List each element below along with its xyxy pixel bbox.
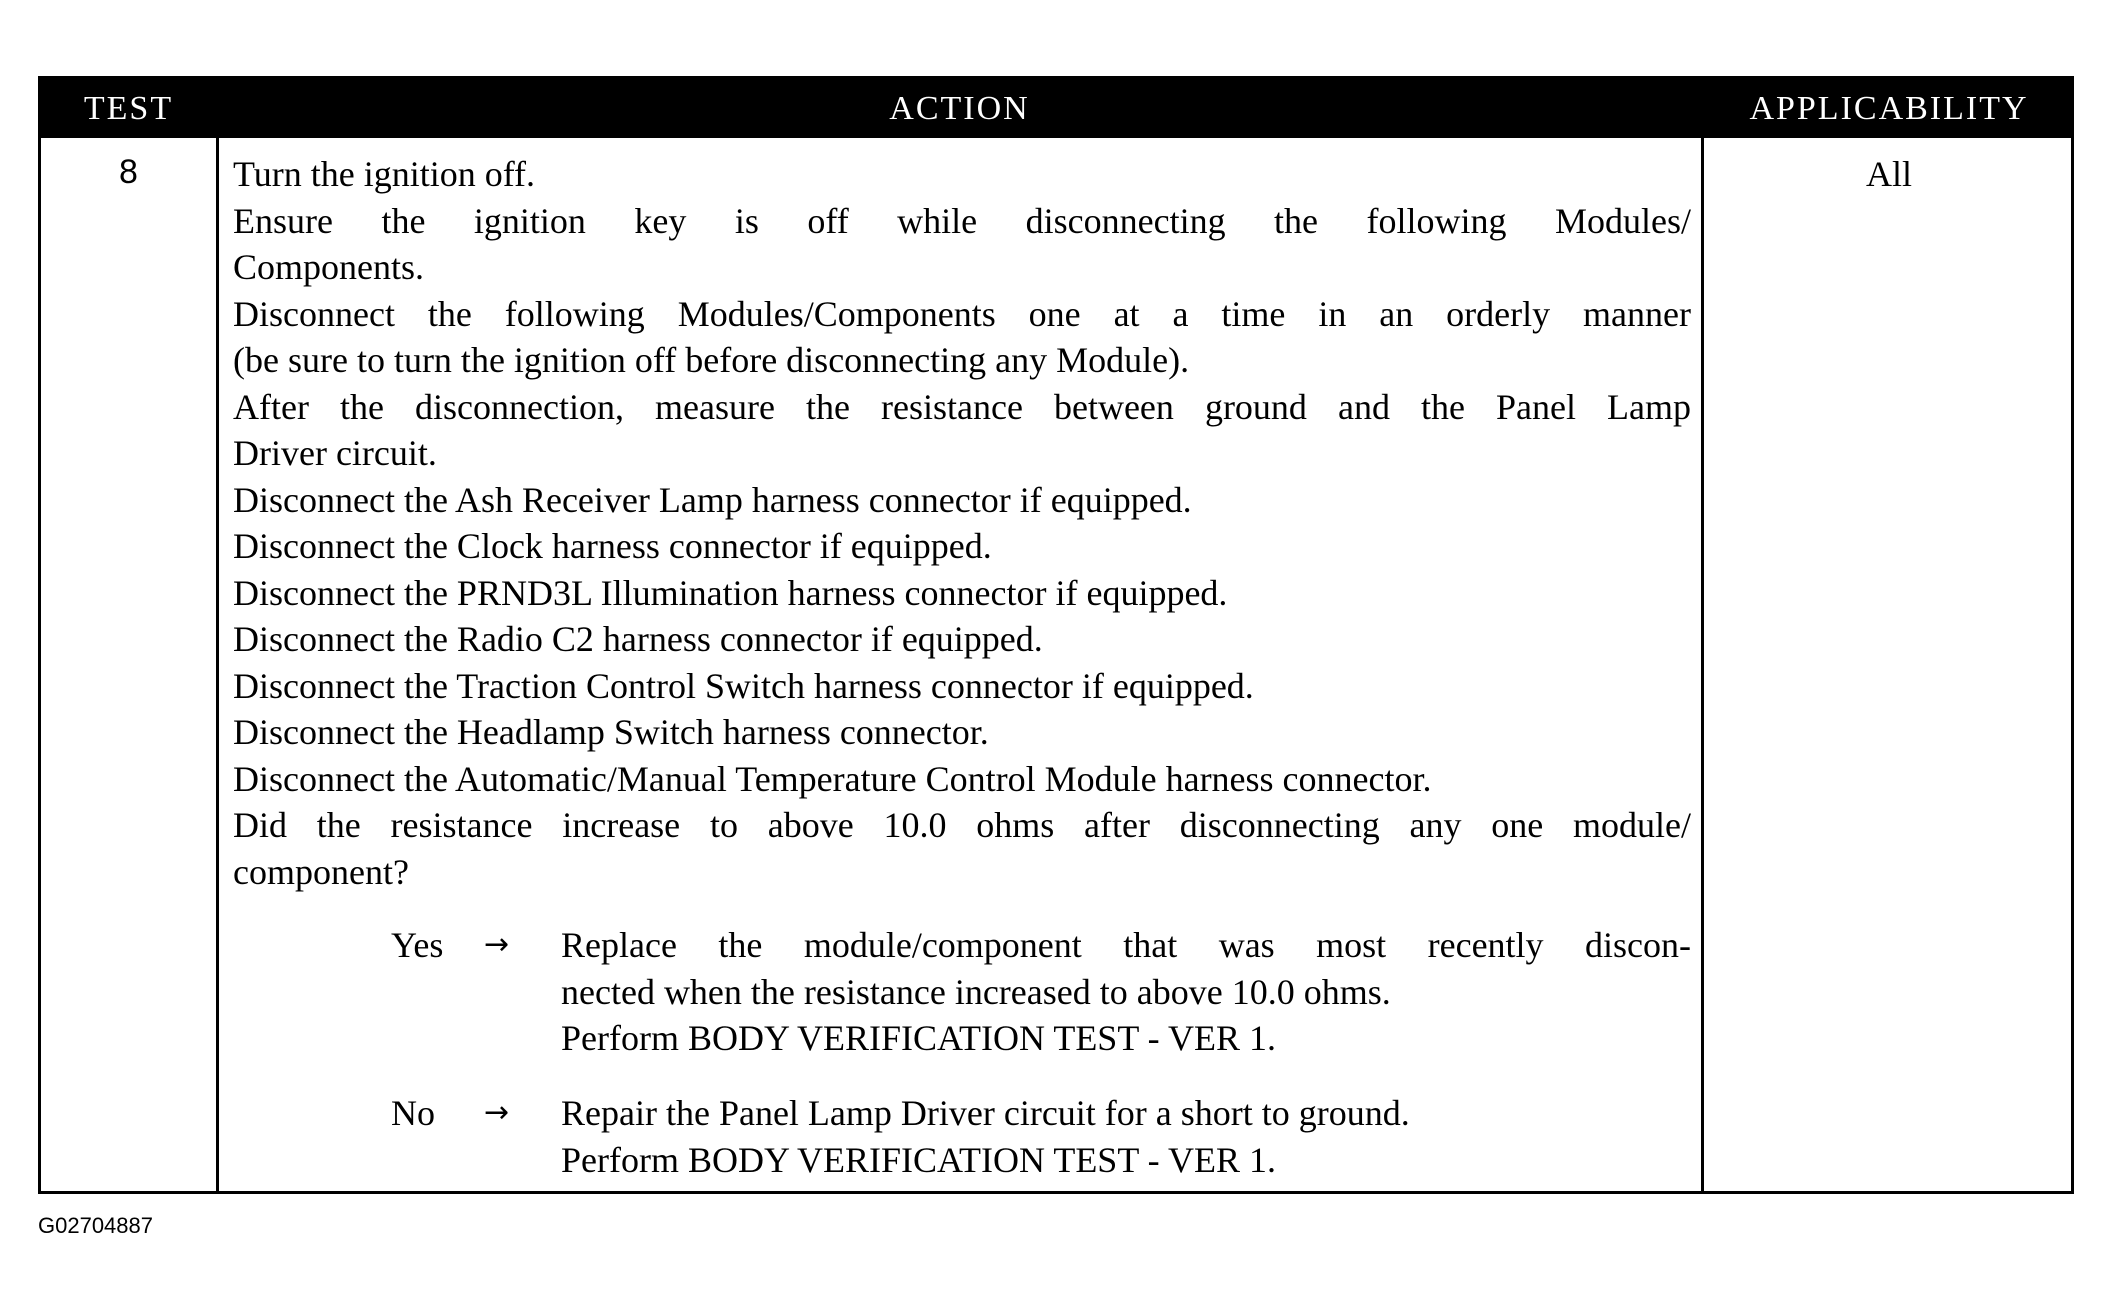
action-line: After the disconnection, measure the resistance between ground and the Panel Lamp — [233, 386, 1691, 427]
yes-line: nected when the resistance increased to above 10.0 ohms. — [561, 971, 1391, 1012]
action-line: Disconnect the PRND3L Illumination harness connector if equipped. — [233, 572, 1228, 613]
column-divider — [1701, 138, 1704, 1191]
test-number: 8 — [119, 153, 138, 191]
column-divider — [216, 138, 219, 1191]
arrow-right-icon: → — [484, 1095, 510, 1130]
action-line: component? — [233, 851, 409, 892]
action-line: Driver circuit. — [233, 433, 437, 473]
action-line: Disconnect the Clock harness connector if equipped. — [233, 526, 992, 566]
action-line: Disconnect the Ash Receiver Lamp harness connector if equipped. — [233, 479, 1192, 520]
no-line: Perform BODY VERIFICATION TEST - VER 1. — [561, 1139, 1277, 1180]
action-line: Disconnect the Radio C2 harness connector if equipped. — [233, 619, 1043, 659]
yes-line: Perform BODY VERIFICATION TEST - VER 1. — [561, 1018, 1277, 1058]
action-line: Disconnect the Headlamp Switch harness connector. — [233, 712, 989, 752]
applicability-value: All — [1865, 154, 1912, 194]
action-line: Disconnect the Automatic/Manual Temperature Control Module harness connector. — [233, 758, 1432, 799]
no-label: No — [391, 1093, 435, 1133]
yes-line: Replace the module/component that was most recently discon- — [561, 925, 1691, 965]
header-action: ACTION — [889, 90, 1030, 127]
action-line: Did the resistance increase to above 10.0 ohms after disconnecting any one module/ — [233, 805, 1691, 845]
action-text — [233, 151, 1691, 895]
action-line: Components. — [233, 247, 425, 287]
no-line: Repair the Panel Lamp Driver circuit for a short to ground. — [561, 1093, 1410, 1133]
figure-id: G02704887 — [38, 1213, 153, 1238]
action-line: Disconnect the following Modules/Components one at a time in an orderly manner — [233, 293, 1691, 334]
table-header — [41, 79, 2071, 138]
action-line: Disconnect the Traction Control Switch harness connector if equipped. — [233, 665, 1254, 706]
diagnostic-test-table — [38, 76, 2074, 1194]
action-line: Ensure the ignition key is off while disconnecting the following Modules/ — [233, 200, 1691, 241]
header-test: TEST — [83, 90, 174, 127]
header-applicability: APPLICABILITY — [1749, 90, 2029, 127]
action-line: Turn the ignition off. — [233, 154, 536, 194]
yes-instructions — [561, 922, 1691, 1062]
no-instructions — [561, 1090, 1691, 1183]
yes-label: Yes — [391, 925, 444, 965]
arrow-right-icon: → — [484, 927, 510, 962]
action-line: (be sure to turn the ignition off before disconnecting any Module). — [233, 340, 1190, 380]
